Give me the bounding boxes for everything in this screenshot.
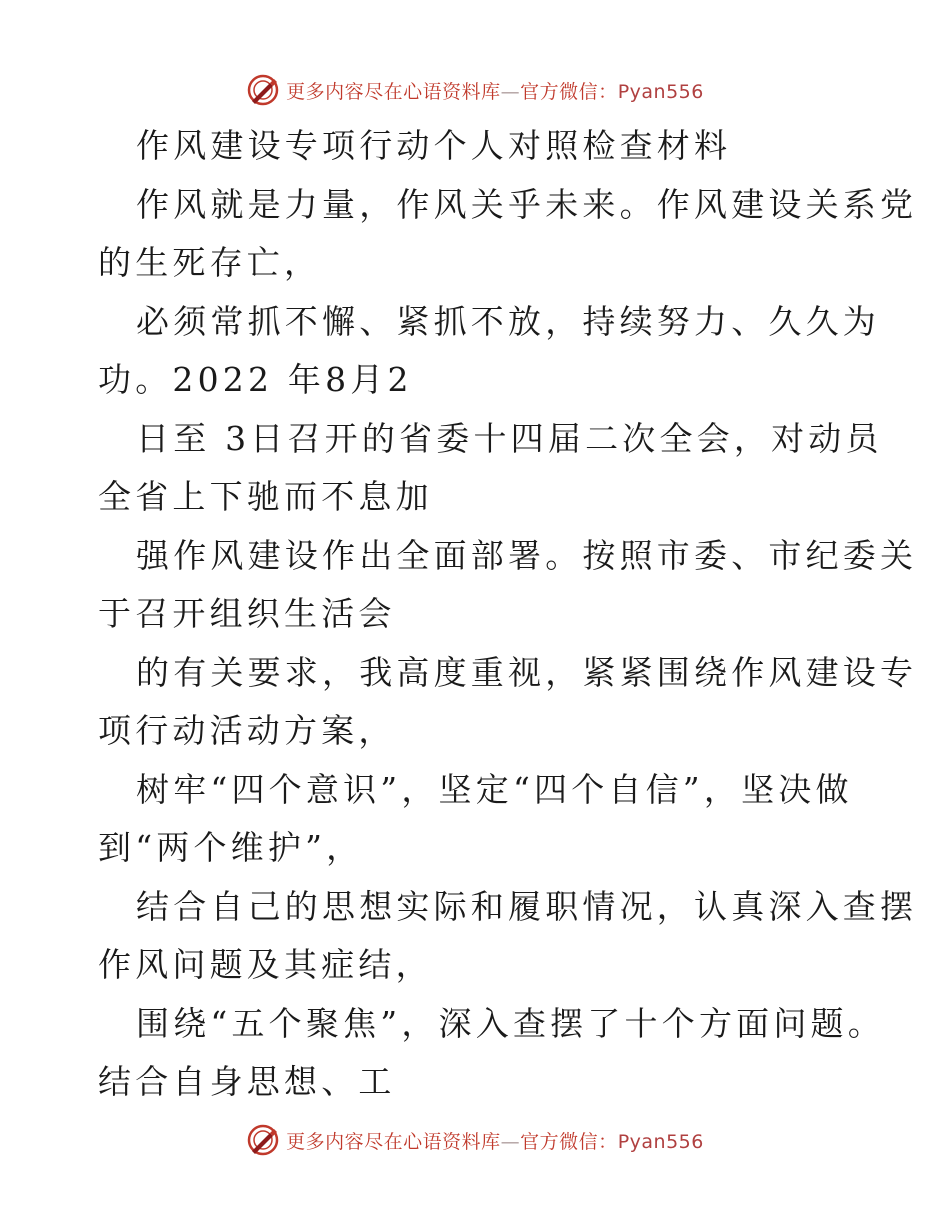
- document-line: 的有关要求，我高度重视，紧紧围绕作风建设专: [136, 652, 918, 692]
- footer-wechat-id: Pyan556: [617, 1130, 704, 1153]
- footer-wechat-label: 官方微信：: [520, 1130, 618, 1153]
- document-line: 作风就是力量，作风关乎未来。作风建设关系党: [136, 184, 918, 224]
- header-banner: [0, 70, 950, 110]
- document-line: 作风问题及其症结，: [98, 945, 433, 984]
- document-body: [98, 117, 918, 1112]
- footer-separator: —: [500, 1130, 521, 1153]
- document-line: 树牢“四个意识”，坚定“四个自信”，坚决做: [136, 769, 853, 809]
- document-line: 结合自己的思想实际和履职情况，认真深入查摆: [136, 886, 918, 926]
- document-line: 日至 3日召开的省委十四届二次全会，对动员: [136, 418, 883, 458]
- header-wechat-label: 官方微信：: [520, 80, 618, 103]
- document-line: 项行动活动方案，: [98, 711, 396, 750]
- header-promo-text: 更多内容尽在心语资料库: [286, 80, 501, 103]
- document-line: 功。2022 年8月2: [98, 360, 413, 399]
- footer-promo: [286, 1127, 704, 1154]
- document-line: 作风建设专项行动个人对照检查材料: [136, 126, 732, 165]
- document-line: 全省上下驰而不息加: [98, 477, 433, 516]
- document-line: 于召开组织生活会: [98, 594, 396, 633]
- pen-logo-icon: [246, 73, 280, 107]
- pen-logo-icon: [246, 1123, 280, 1157]
- footer-banner: [0, 1120, 950, 1160]
- document-line: 必须常抓不懈、紧抓不放，持续努力、久久为: [136, 301, 880, 341]
- document-line: 强作风建设作出全面部署。按照市委、市纪委关: [136, 535, 918, 575]
- header-wechat-id: Pyan556: [617, 80, 704, 103]
- document-line: 到“两个维护”，: [98, 828, 364, 867]
- document-line: 围绕“五个聚焦”，深入查摆了十个方面问题。: [136, 1003, 885, 1043]
- document-line: 结合自身思想、工: [98, 1062, 396, 1101]
- header-promo: [286, 77, 704, 104]
- header-separator: —: [500, 80, 521, 103]
- document-line: 的生死存亡，: [98, 243, 322, 282]
- footer-promo-text: 更多内容尽在心语资料库: [286, 1130, 501, 1153]
